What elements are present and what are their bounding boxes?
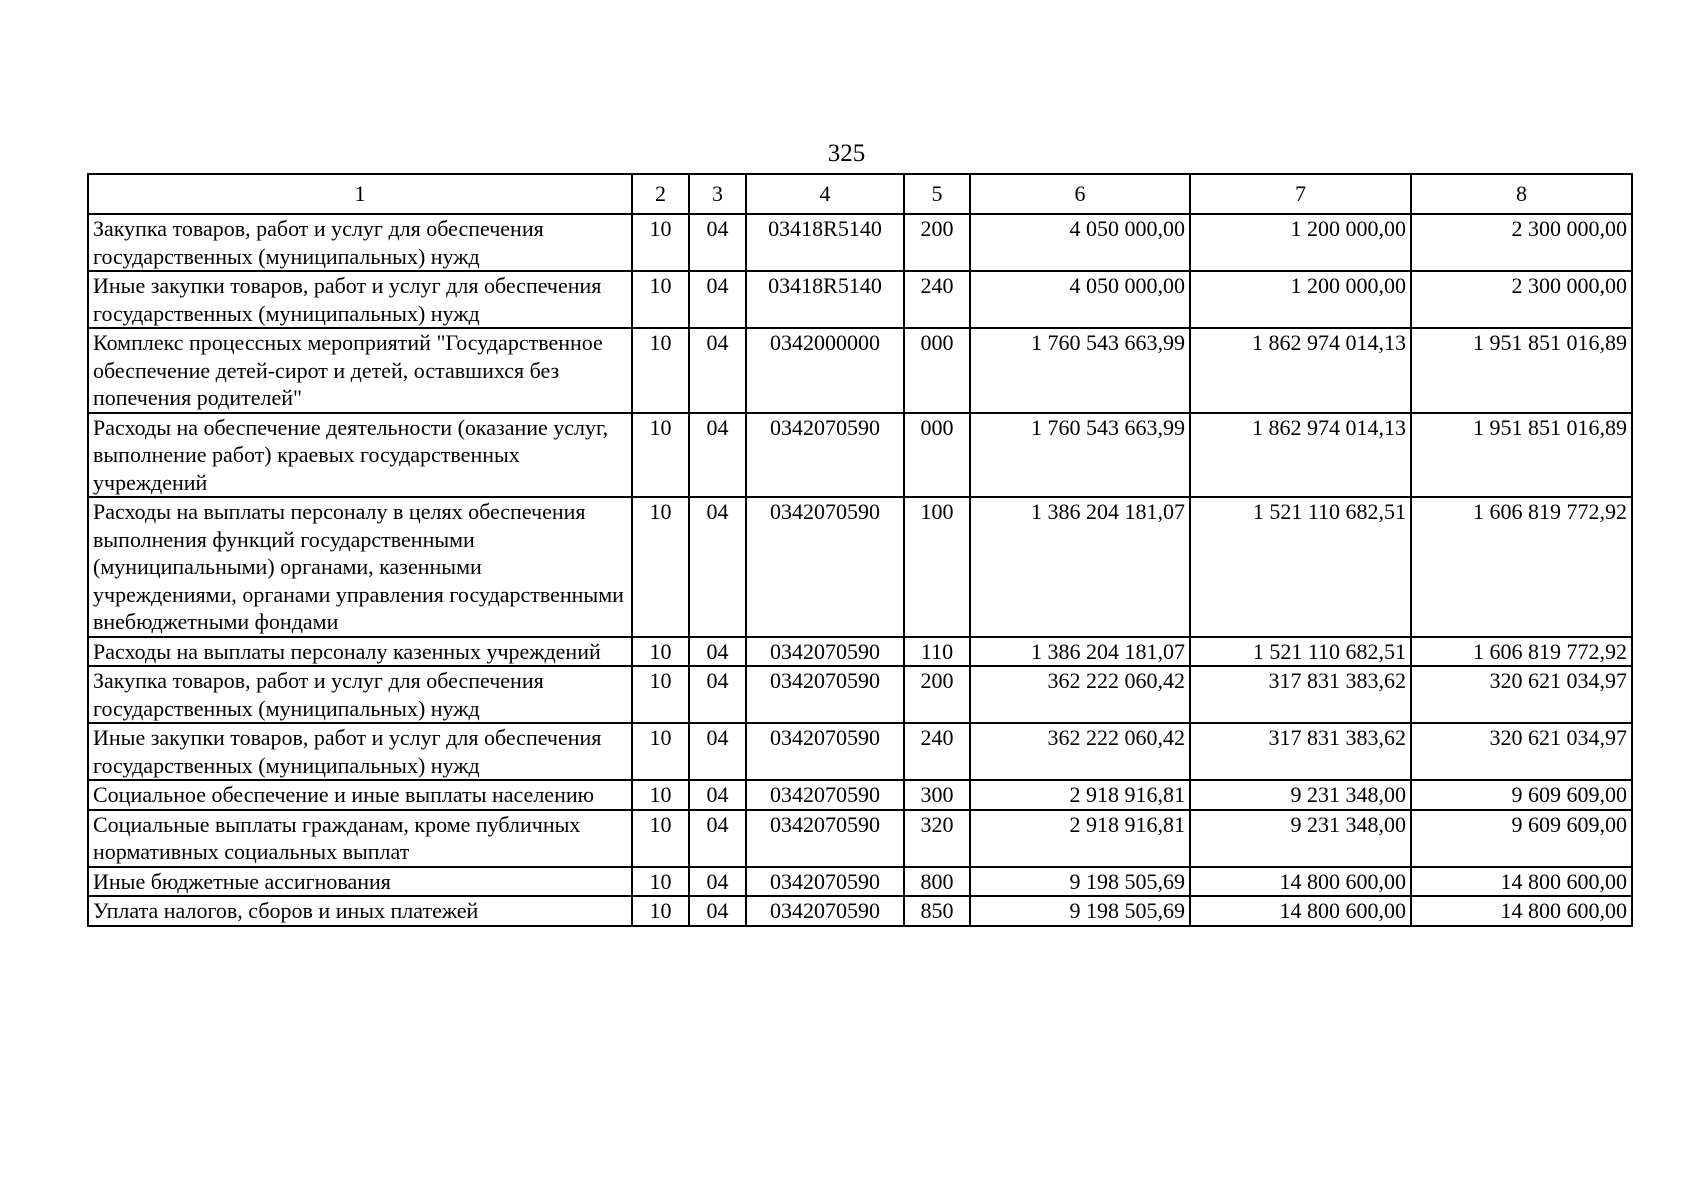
target-article-code: 0342070590 (746, 896, 904, 926)
amount-col-8: 9 609 609,00 (1411, 780, 1632, 810)
table-row (88, 810, 1632, 867)
column-header-2: 2 (632, 174, 689, 214)
expense-type-code: 000 (904, 328, 970, 413)
amount-col-6: 362 222 060,42 (970, 723, 1190, 780)
amount-col-7: 9 231 348,00 (1190, 780, 1411, 810)
section-code: 10 (632, 328, 689, 413)
subsection-code: 04 (689, 637, 746, 667)
amount-col-7: 1 521 110 682,51 (1190, 637, 1411, 667)
expense-type-code: 240 (904, 723, 970, 780)
expense-name: Иные бюджетные ассигнования (88, 867, 632, 897)
amount-col-8: 320 621 034,97 (1411, 723, 1632, 780)
section-code: 10 (632, 780, 689, 810)
amount-col-6: 4 050 000,00 (970, 271, 1190, 328)
amount-col-8: 1 606 819 772,92 (1411, 637, 1632, 667)
column-header-3: 3 (689, 174, 746, 214)
amount-col-6: 4 050 000,00 (970, 214, 1190, 271)
section-code: 10 (632, 497, 689, 637)
amount-col-8: 320 621 034,97 (1411, 666, 1632, 723)
section-code: 10 (632, 810, 689, 867)
column-header-4: 4 (746, 174, 904, 214)
subsection-code: 04 (689, 666, 746, 723)
subsection-code: 04 (689, 497, 746, 637)
amount-col-6: 2 918 916,81 (970, 780, 1190, 810)
amount-col-7: 1 200 000,00 (1190, 271, 1411, 328)
table-row (88, 896, 1632, 926)
expense-type-code: 100 (904, 497, 970, 637)
subsection-code: 04 (689, 413, 746, 498)
amount-col-6: 2 918 916,81 (970, 810, 1190, 867)
amount-col-7: 14 800 600,00 (1190, 896, 1411, 926)
section-code: 10 (632, 867, 689, 897)
section-code: 10 (632, 723, 689, 780)
table-row (88, 780, 1632, 810)
subsection-code: 04 (689, 810, 746, 867)
target-article-code: 03418R5140 (746, 271, 904, 328)
table-row (88, 867, 1632, 897)
amount-col-7: 14 800 600,00 (1190, 867, 1411, 897)
target-article-code: 0342070590 (746, 413, 904, 498)
subsection-code: 04 (689, 271, 746, 328)
budget-table (87, 173, 1633, 927)
subsection-code: 04 (689, 214, 746, 271)
section-code: 10 (632, 271, 689, 328)
amount-col-6: 1 386 204 181,07 (970, 497, 1190, 637)
amount-col-7: 317 831 383,62 (1190, 666, 1411, 723)
section-code: 10 (632, 214, 689, 271)
expense-name: Расходы на обеспечение деятельности (оказание услуг, выполнение работ) краевых государственных учреждений (88, 413, 632, 498)
expense-name: Иные закупки товаров, работ и услуг для обеспечения государственных (муниципальных) нужд (88, 723, 632, 780)
expense-name: Закупка товаров, работ и услуг для обеспечения государственных (муниципальных) нужд (88, 214, 632, 271)
page-number: 325 (827, 140, 866, 167)
table-row (88, 214, 1632, 271)
amount-col-6: 9 198 505,69 (970, 896, 1190, 926)
target-article-code: 0342070590 (746, 867, 904, 897)
amount-col-7: 1 521 110 682,51 (1190, 497, 1411, 637)
column-header-5: 5 (904, 174, 970, 214)
expense-name: Расходы на выплаты персоналу казенных учреждений (88, 637, 632, 667)
section-code: 10 (632, 413, 689, 498)
amount-col-7: 1 200 000,00 (1190, 214, 1411, 271)
subsection-code: 04 (689, 328, 746, 413)
table-row (88, 723, 1632, 780)
expense-type-code: 240 (904, 271, 970, 328)
expense-name: Расходы на выплаты персоналу в целях обеспечения выполнения функций государственными (муниципальными) органами, казенными учреждениями, органами управления государственными внебюджетными фондами (88, 497, 632, 637)
subsection-code: 04 (689, 896, 746, 926)
column-header-6: 6 (970, 174, 1190, 214)
expense-name: Комплекс процессных мероприятий "Государственное обеспечение детей-сирот и детей, оставшихся без попечения родителей" (88, 328, 632, 413)
amount-col-6: 9 198 505,69 (970, 867, 1190, 897)
target-article-code: 0342070590 (746, 637, 904, 667)
amount-col-8: 1 951 851 016,89 (1411, 413, 1632, 498)
expense-type-code: 110 (904, 637, 970, 667)
target-article-code: 0342070590 (746, 723, 904, 780)
section-code: 10 (632, 896, 689, 926)
column-header-1: 1 (88, 174, 632, 214)
amount-col-8: 2 300 000,00 (1411, 214, 1632, 271)
amount-col-8: 14 800 600,00 (1411, 896, 1632, 926)
amount-col-6: 1 760 543 663,99 (970, 328, 1190, 413)
table-row (88, 413, 1632, 498)
expense-type-code: 200 (904, 214, 970, 271)
expense-type-code: 800 (904, 867, 970, 897)
amount-col-6: 1 386 204 181,07 (970, 637, 1190, 667)
expense-name: Социальные выплаты гражданам, кроме публичных нормативных социальных выплат (88, 810, 632, 867)
subsection-code: 04 (689, 867, 746, 897)
amount-col-7: 1 862 974 014,13 (1190, 413, 1411, 498)
amount-col-8: 2 300 000,00 (1411, 271, 1632, 328)
target-article-code: 0342070590 (746, 497, 904, 637)
amount-col-8: 9 609 609,00 (1411, 810, 1632, 867)
table-row (88, 328, 1632, 413)
column-header-8: 8 (1411, 174, 1632, 214)
table-row (88, 497, 1632, 637)
column-header-7: 7 (1190, 174, 1411, 214)
target-article-code: 03418R5140 (746, 214, 904, 271)
target-article-code: 0342000000 (746, 328, 904, 413)
amount-col-8: 1 951 851 016,89 (1411, 328, 1632, 413)
amount-col-7: 9 231 348,00 (1190, 810, 1411, 867)
section-code: 10 (632, 666, 689, 723)
amount-col-6: 362 222 060,42 (970, 666, 1190, 723)
expense-type-code: 850 (904, 896, 970, 926)
expense-name: Социальное обеспечение и иные выплаты населению (88, 780, 632, 810)
target-article-code: 0342070590 (746, 666, 904, 723)
subsection-code: 04 (689, 780, 746, 810)
expense-name: Иные закупки товаров, работ и услуг для обеспечения государственных (муниципальных) нужд (88, 271, 632, 328)
table-row (88, 666, 1632, 723)
table-row (88, 637, 1632, 667)
amount-col-7: 1 862 974 014,13 (1190, 328, 1411, 413)
target-article-code: 0342070590 (746, 810, 904, 867)
expense-name: Закупка товаров, работ и услуг для обеспечения государственных (муниципальных) нужд (88, 666, 632, 723)
amount-col-8: 14 800 600,00 (1411, 867, 1632, 897)
expense-type-code: 300 (904, 780, 970, 810)
header-row (88, 174, 1632, 214)
subsection-code: 04 (689, 723, 746, 780)
expense-type-code: 320 (904, 810, 970, 867)
table-row (88, 271, 1632, 328)
expense-type-code: 000 (904, 413, 970, 498)
expense-type-code: 200 (904, 666, 970, 723)
expense-name: Уплата налогов, сборов и иных платежей (88, 896, 632, 926)
amount-col-8: 1 606 819 772,92 (1411, 497, 1632, 637)
amount-col-7: 317 831 383,62 (1190, 723, 1411, 780)
section-code: 10 (632, 637, 689, 667)
target-article-code: 0342070590 (746, 780, 904, 810)
amount-col-6: 1 760 543 663,99 (970, 413, 1190, 498)
